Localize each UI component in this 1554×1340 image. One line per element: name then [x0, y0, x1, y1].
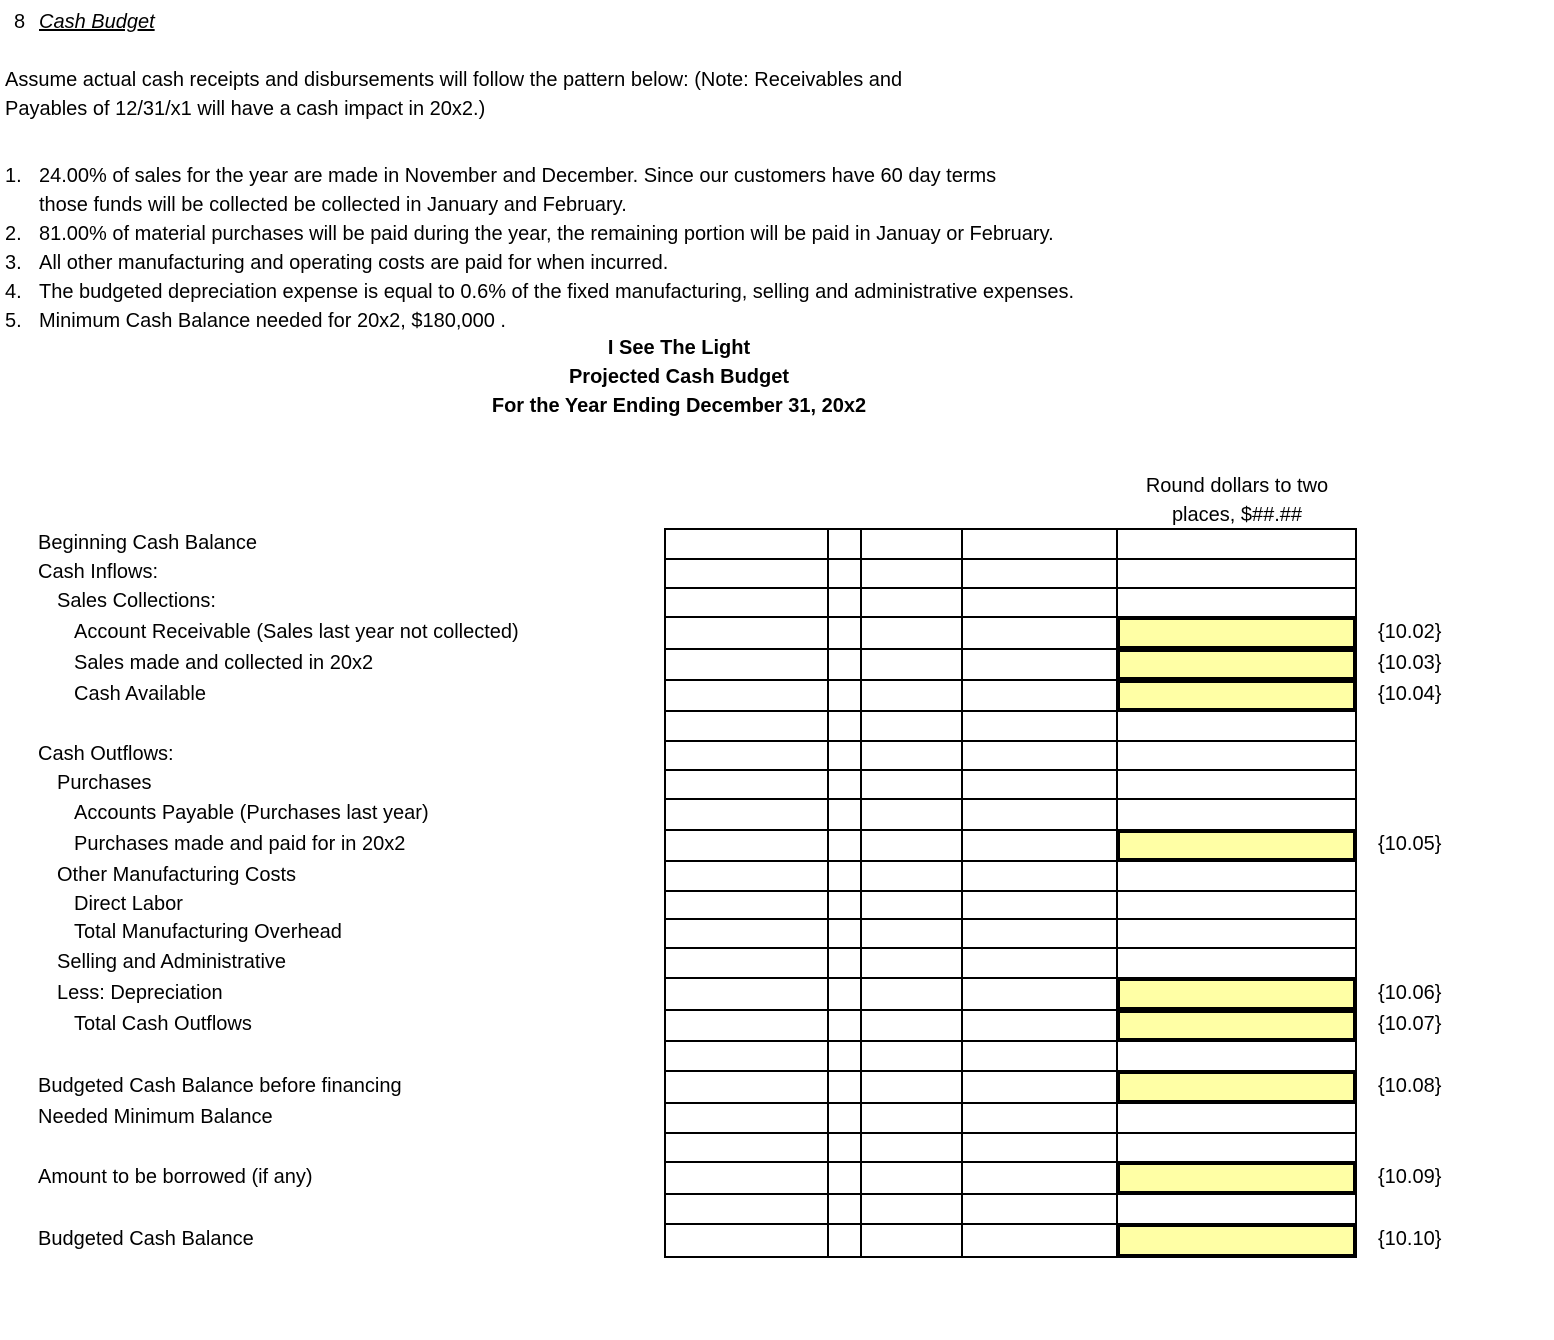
- grid-cell: [860, 1102, 963, 1134]
- row-label: Account Receivable (Sales last year not collected): [74, 620, 519, 643]
- grid-cell: [1116, 1102, 1357, 1134]
- statement-name: Projected Cash Budget: [568, 366, 790, 388]
- grid-cell: [1116, 1132, 1357, 1163]
- row-label: Beginning Cash Balance: [38, 531, 258, 554]
- grid-cell: [860, 769, 963, 800]
- answer-reference: {10.03}: [1378, 652, 1442, 674]
- grid-cell: [664, 679, 829, 712]
- grid-cell: [961, 587, 1118, 618]
- intro-line-2: Payables of 12/31/x1 will have a cash impact in 20x2.): [5, 98, 486, 120]
- grid-cell: [860, 1161, 963, 1195]
- grid-cell: [827, 528, 862, 560]
- grid-cell: [961, 798, 1118, 831]
- grid-cell: [827, 1102, 862, 1134]
- grid-cell: [961, 1009, 1118, 1042]
- grid-cell: [1116, 798, 1357, 831]
- grid-cell: [860, 528, 963, 560]
- row-label: Other Manufacturing Costs: [57, 863, 296, 886]
- grid-cell: [961, 769, 1118, 800]
- grid-cell: [664, 798, 829, 831]
- grid-cell: [664, 616, 829, 650]
- grid-cell: [827, 890, 862, 920]
- answer-reference: {10.09}: [1378, 1165, 1442, 1188]
- grid-cell: [827, 587, 862, 618]
- grid-cell: [961, 977, 1118, 1011]
- grid-cell: [827, 648, 862, 681]
- statement-period: For the Year Ending December 31, 20x2: [491, 395, 867, 417]
- grid-cell: [860, 587, 963, 618]
- grid-cell: [860, 890, 963, 920]
- grid-cell: [1116, 528, 1357, 560]
- grid-cell: [827, 1132, 862, 1163]
- grid-cell: [664, 977, 829, 1011]
- grid-cell: [664, 558, 829, 589]
- grid-cell: [860, 860, 963, 892]
- grid-cell: [664, 710, 829, 742]
- rounding-instruction: Round dollars to two places, $##.##: [1145, 475, 1329, 526]
- row-label: Accounts Payable (Purchases last year): [74, 802, 429, 824]
- grid-cell: [827, 769, 862, 800]
- grid-cell: [961, 1040, 1118, 1072]
- grid-cell: [860, 1070, 963, 1104]
- row-label: Sales made and collected in 20x2: [74, 652, 374, 674]
- grid-cell: [827, 798, 862, 831]
- grid-cell: [827, 558, 862, 589]
- grid-cell: [827, 1070, 862, 1104]
- section-number: 8: [14, 11, 26, 33]
- grid-cell: [961, 1223, 1118, 1258]
- grid-cell: [827, 1193, 862, 1225]
- grid-cell: [961, 740, 1118, 771]
- grid-cell: [664, 860, 829, 892]
- grid-cell: [860, 1193, 963, 1225]
- grid-cell: [1116, 918, 1357, 949]
- grid-cell: [827, 740, 862, 771]
- grid-cell: [664, 587, 829, 618]
- grid-cell: [860, 1132, 963, 1163]
- grid-cell: [961, 1102, 1118, 1134]
- grid-cell: [827, 1009, 862, 1042]
- budget-grid: [664, 528, 1357, 1256]
- intro-text: [5, 66, 902, 124]
- row-label: Cash Available: [74, 683, 206, 705]
- grid-cell: [827, 679, 862, 712]
- grid-cell: [664, 1132, 829, 1163]
- grid-cell: [961, 1132, 1118, 1163]
- grid-cell: [1116, 558, 1357, 589]
- grid-cell: [1116, 587, 1357, 618]
- grid-cell: [1116, 860, 1357, 892]
- grid-cell: [860, 829, 963, 862]
- grid-cell: [961, 558, 1118, 589]
- answer-reference: {10.06}: [1378, 981, 1442, 1004]
- grid-cell: [1116, 1193, 1357, 1225]
- grid-cell: [1116, 740, 1357, 771]
- row-label: Amount to be borrowed (if any): [38, 1165, 313, 1188]
- section-title: Cash Budget: [39, 11, 155, 33]
- grid-cell: [827, 1040, 862, 1072]
- grid-cell: [1116, 710, 1357, 742]
- grid-cell: [664, 1009, 829, 1042]
- row-label: Purchases made and paid for in 20x2: [74, 833, 406, 855]
- answer-cell[interactable]: [1116, 616, 1357, 650]
- grid-cell: [961, 918, 1118, 949]
- row-label: Purchases: [57, 772, 152, 794]
- grid-cell: [860, 1223, 963, 1258]
- row-label: Budgeted Cash Balance: [38, 1228, 254, 1250]
- grid-cell: [961, 1193, 1118, 1225]
- grid-cell: [860, 1009, 963, 1042]
- answer-cell[interactable]: [1116, 1161, 1357, 1195]
- grid-cell: [827, 829, 862, 862]
- grid-cell: [860, 710, 963, 742]
- answer-cell[interactable]: [1116, 648, 1357, 681]
- grid-cell: [860, 977, 963, 1011]
- answer-reference: {10.02}: [1378, 620, 1442, 643]
- grid-cell: [860, 1040, 963, 1072]
- answer-reference: {10.10}: [1378, 1228, 1442, 1250]
- row-label: Less: Depreciation: [57, 981, 223, 1004]
- grid-cell: [664, 528, 829, 560]
- grid-cell: [860, 616, 963, 650]
- grid-cell: [961, 1070, 1118, 1104]
- answer-cell[interactable]: [1116, 829, 1357, 862]
- grid-cell: [961, 829, 1118, 862]
- grid-cell: [827, 947, 862, 979]
- answer-reference: {10.04}: [1378, 683, 1442, 705]
- grid-cell: [664, 1193, 829, 1225]
- answer-reference: {10.05}: [1378, 833, 1442, 855]
- grid-cell: [961, 710, 1118, 742]
- company-name: I See The Light: [607, 337, 751, 359]
- grid-cell: [827, 710, 862, 742]
- grid-cell: [827, 860, 862, 892]
- grid-cell: [961, 947, 1118, 979]
- grid-cell: [827, 918, 862, 949]
- grid-cell: [860, 648, 963, 681]
- grid-cell: [664, 1161, 829, 1195]
- answer-cell[interactable]: [1116, 679, 1357, 712]
- grid-cell: [664, 1102, 829, 1134]
- row-label: Total Cash Outflows: [74, 1013, 252, 1035]
- grid-cell: [827, 1223, 862, 1258]
- row-label: Cash Inflows:: [38, 561, 159, 583]
- grid-cell: [664, 1223, 829, 1258]
- answer-reference: {10.07}: [1378, 1013, 1442, 1035]
- grid-cell: [664, 769, 829, 800]
- grid-cell: [961, 648, 1118, 681]
- grid-cell: [860, 798, 963, 831]
- grid-cell: [860, 558, 963, 589]
- grid-cell: [1116, 1040, 1357, 1072]
- answer-cell[interactable]: [1116, 1223, 1357, 1258]
- row-label: Total Manufacturing Overhead: [74, 921, 342, 943]
- grid-cell: [860, 947, 963, 979]
- grid-cell: [961, 616, 1118, 650]
- row-label: Budgeted Cash Balance before financing: [38, 1074, 402, 1097]
- grid-cell: [1116, 769, 1357, 800]
- row-label: Sales Collections:: [57, 590, 216, 612]
- grid-cell: [961, 679, 1118, 712]
- grid-cell: [961, 1161, 1118, 1195]
- grid-cell: [860, 679, 963, 712]
- grid-cell: [827, 977, 862, 1011]
- row-label: Cash Outflows:: [38, 743, 174, 765]
- grid-cell: [664, 740, 829, 771]
- row-label: Needed Minimum Balance: [38, 1105, 273, 1128]
- grid-cell: [664, 890, 829, 920]
- grid-cell: [961, 860, 1118, 892]
- grid-cell: [664, 947, 829, 979]
- grid-cell: [664, 1070, 829, 1104]
- grid-cell: [827, 616, 862, 650]
- grid-cell: [961, 528, 1118, 560]
- grid-cell: [1116, 947, 1357, 979]
- row-label: Direct Labor: [74, 892, 183, 915]
- grid-cell: [664, 829, 829, 862]
- grid-cell: [664, 648, 829, 681]
- grid-cell: [860, 740, 963, 771]
- answer-cell[interactable]: [1116, 977, 1357, 1011]
- answer-reference: {10.08}: [1378, 1074, 1442, 1097]
- grid-cell: [664, 1040, 829, 1072]
- answer-cell[interactable]: [1116, 1009, 1357, 1042]
- grid-cell: [664, 918, 829, 949]
- answer-cell[interactable]: [1116, 1070, 1357, 1104]
- grid-cell: [827, 1161, 862, 1195]
- row-label: Selling and Administrative: [57, 950, 287, 973]
- grid-cell: [860, 918, 963, 949]
- grid-cell: [1116, 890, 1357, 920]
- intro-line-1: Assume actual cash receipts and disbursements will follow the pattern below: (Note: Receivables and: [5, 69, 903, 91]
- grid-cell: [961, 890, 1118, 920]
